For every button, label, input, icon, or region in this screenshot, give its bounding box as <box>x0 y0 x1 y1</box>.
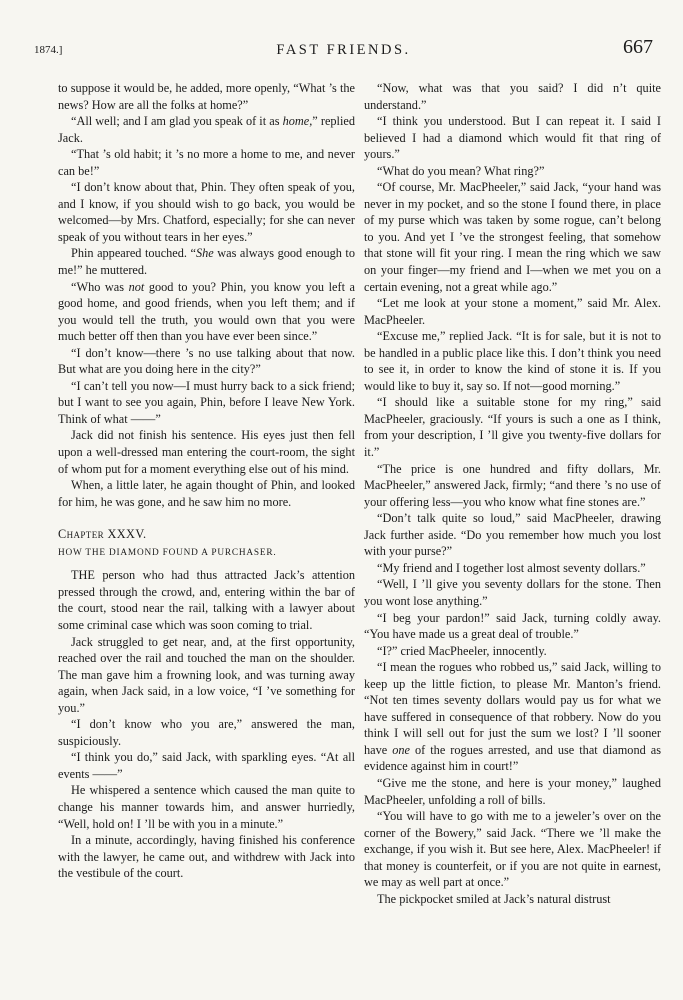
paragraph: “You will have to go with me to a jeweler’s over on the corner of the Bowery,” said Jack. “There we ’ll make the exchange, if you wish it. But see here, Alex. MacPheeler! if that money is counterfeit, or if you are not quite in earnest, we may as well part at once.” <box>364 809 661 890</box>
paragraph: “I mean the rogues who robbed us,” said Jack, willing to keep up the little fiction, to please Mr. Manton’s friend. “Not ten times seventy dollars would pay us for what we have suffered in consequence of that robbery. Now do you think I will sell out for just the sum we lost? I ’ll sooner have one of the rogues arrested, and use that diamond as evidence against him in court!” <box>364 660 661 774</box>
page-number: 667 <box>623 36 653 58</box>
paragraph: “Of course, Mr. MacPheeler,” said Jack, “your hand was never in my pocket, and so the stone I found there, in place of my purse which was taken by some rogue, can’t belong to you. And yet I ’ve the strongest feeling, that somehow that stone will fit your ring. I mean the ring which we saw on your finger—my friend and I—when we met you on a certain evening, not a great while ago.” <box>364 180 661 294</box>
chapter-heading: Chapter XXXV. <box>58 527 147 542</box>
paragraph: “I think you understood. But I can repeat it. I said I believed I had a diamond which would fit that ring of yours.” <box>364 114 661 162</box>
paragraph: In a minute, accordingly, having finished his conference with the lawyer, he came out, and withdrew with Jack into the vestibule of the court. <box>58 833 355 881</box>
paragraph: to suppose it would be, he added, more openly, “What ’s the news? How are all the folks at home?” <box>58 81 355 112</box>
paragraph: “I?” cried MacPheeler, innocently. <box>377 643 547 658</box>
paragraph: “I don’t know—there ’s no use talking about that now. But what are you doing here in the city?” <box>58 345 355 377</box>
chapter-subtitle: HOW THE DIAMOND FOUND A PURCHASER. <box>58 547 277 558</box>
paragraph: He whispered a sentence which caused the man quite to change his manner towards him, and answer hurriedly, “Well, hold on! I ’ll be with you in a minute.” <box>58 783 355 831</box>
left-column <box>58 80 355 882</box>
paragraph: Jack struggled to get near, and, at the first opportunity, reached over the rail and touched the man on the shoulder. The man gave him a frowning look, and was turning away again, when Jack said, in a low voice, “I ’ve something for you.” <box>58 634 355 715</box>
drop-word: THE <box>71 568 95 583</box>
paragraph: “I should like a suitable stone for my ring,” said MacPheeler, graciously. “If yours is such a one as I think, from your description, I ’ll give you twenty-five dollars for it.” <box>364 395 661 460</box>
paragraph: “Excuse me,” replied Jack. “It is for sale, but it is not to be handled in a public place like this. I don’t think you need to see it, in order to know the kind of stone it is. If you would like to buy it, say so. If not—good morning.” <box>364 329 661 393</box>
running-header <box>34 36 653 64</box>
paragraph: “Let me look at your stone a moment,” said Mr. Alex. MacPheeler. <box>364 296 661 327</box>
header-title: FAST FRIENDS. <box>276 42 411 58</box>
paragraph: “My friend and I together lost almost seventy dollars.” <box>377 560 646 575</box>
paragraph: “Give me the stone, and here is your money,” laughed MacPheeler, unfolding a roll of bills. <box>364 775 661 807</box>
paragraph: “That ’s old habit; it ’s no more a home to me, and never can be!” <box>58 147 355 178</box>
paragraph: “The price is one hundred and fifty dollars, Mr. MacPheeler,” answered Jack, firmly; “and there ’s no use of your offering less—you who know what fine stones are.” <box>364 461 661 509</box>
paragraph: “Now, what was that you said? I did n’t quite understand.” <box>364 81 661 112</box>
paragraph: THE person who had thus attracted Jack’s attention pressed through the crowd, and, entering within the bar of the court, stood near the rail, talking with a lawyer about some criminal case which was soon coming to trial. <box>58 568 355 632</box>
header-year: 1874.] <box>34 44 63 56</box>
paragraph: “Don’t talk quite so loud,” said MacPheeler, drawing Jack further aside. “Do you remember how much you lost with your purse?” <box>364 511 661 559</box>
paragraph: “I don’t know who you are,” answered the man, suspiciously. <box>58 717 355 748</box>
paragraph: “What do you mean? What ring?” <box>377 163 545 178</box>
paragraph: Jack did not finish his sentence. His eyes just then fell upon a well-dressed man entering the court-room, the sight of whom put for a moment everything else out of his mind. <box>58 428 355 476</box>
paragraph: “I beg your pardon!” said Jack, turning coldly away. “You have made us a great deal of trouble.” <box>364 610 661 642</box>
paragraph: The pickpocket smiled at Jack’s natural distrust <box>377 891 611 906</box>
paragraph: Phin appeared touched. “She was always good enough to me!” he muttered. <box>58 246 355 278</box>
paragraph: When, a little later, he again thought of Phin, and looked for him, he was gone, and he saw him no more. <box>58 478 355 509</box>
paragraph: “All well; and I am glad you speak of it as home,” replied Jack. <box>58 114 355 145</box>
paragraph: “I can’t tell you now—I must hurry back to a sick friend; but I want to see you again, Phin, before I leave New York. Think of what ——” <box>58 378 355 426</box>
paragraph: “I don’t know about that, Phin. They often speak of you, and I know, if you should wish to go back, you would be welcomed—by Mrs. Chatford, especially; for she can never speak of you without tears in her eyes.” <box>58 180 355 244</box>
paragraph: “Who was not good to you? Phin, you know you left a good home, and good friends, when you left them; and if you would tell the truth, you would own that you were much better off then than you have ever been since.” <box>58 279 355 344</box>
right-column <box>364 80 661 907</box>
paragraph: “I think you do,” said Jack, with sparkling eyes. “At all events ——” <box>58 750 355 781</box>
paragraph: “Well, I ’ll give you seventy dollars for the stone. Then you wont lose anything.” <box>364 577 661 608</box>
